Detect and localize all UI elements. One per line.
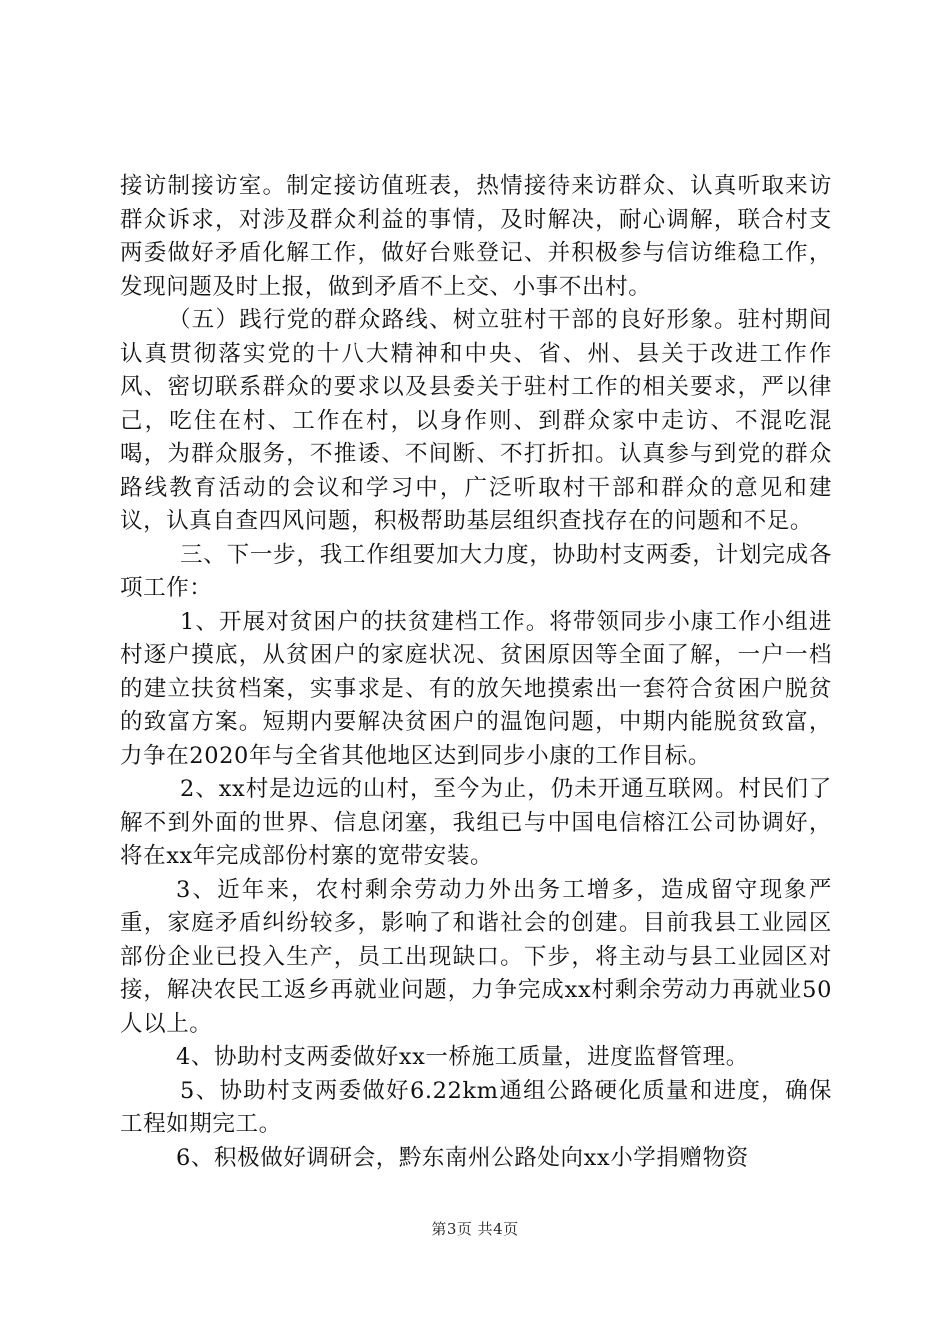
document-body [120,170,832,1175]
paragraph-5: 2、xx村是边远的山村，至今为止，仍未开通互联网。村民们了解不到外面的世界、信息闭塞，我组已与中国电信榕江公司协调好，将在xx年完成部份村寨的宽带安装。 [120,776,832,869]
paragraph-8: 5、协助村支两委做好6.22km通组公路硬化质量和进度，确保工程如期完工。 [120,1077,832,1137]
paragraph-4: 1、开展对贫困户的扶贫建档工作。将带领同步小康工作小组进村逐户摸底，从贫困户的家庭状况、贫困原因等全面了解，一户一档的建立扶贫档案，实事求是、有的放矢地摸索出一套符合贫困户脱贫的致富方案。短期内要解决贫困户的温饱问题，中期内能脱贫致富，力争在2020年与全省其他地区达到同步小康的工作目标。 [120,608,832,769]
paragraph-9: 6、积极做好调研会，黔东南州公路处向xx小学捐赠物资 [176,1144,749,1171]
paragraph-6: 3、近年来，农村剩余劳动力外出务工增多，造成留守现象严重，家庭矛盾纠纷较多，影响了和谐社会的创建。目前我县工业园区部份企业已投入生产，员工出现缺口。下步，将主动与县工业园区对接，解决农民工返乡再就业问题，力争完成xx村剩余劳动力再就业50人以上。 [120,876,832,1037]
paragraph-3: 三、下一步，我工作组要加大力度，协助村支两委，计划完成各项工作： [120,541,832,601]
paragraph-7: 4、协助村支两委做好xx一桥施工质量，进度监督管理。 [176,1044,749,1070]
paragraph-2: （五）践行党的群众路线、树立驻村干部的良好形象。驻村期间认真贯彻落实党的十八大精神和中央、省、州、县关于改进工作作风、密切联系群众的要求以及县委关于驻村工作的相关要求，严以律己，吃住在村、工作在村，以身作则、到群众家中走访、不混吃混喝，为群众服务，不推诿、不间断、不打折扣。认真参与到党的群众路线教育活动的会议和学习中，广泛听取村干部和群众的意见和建议，认真自查四风问题，积极帮助基层组织查找存在的问题和不足。 [120,307,832,534]
page-footer: 第3页 共4页 [431,1220,519,1238]
paragraph-1: 接访制接访室。制定接访值班表，热情接待来访群众、认真听取来访群众诉求，对涉及群众利益的事情，及时解决，耐心调解，联合村支两委做好矛盾化解工作，做好台账登记、并积极参与信访维稳工作，发现问题及时上报，做到矛盾不上交、小事不出村。 [120,173,832,300]
